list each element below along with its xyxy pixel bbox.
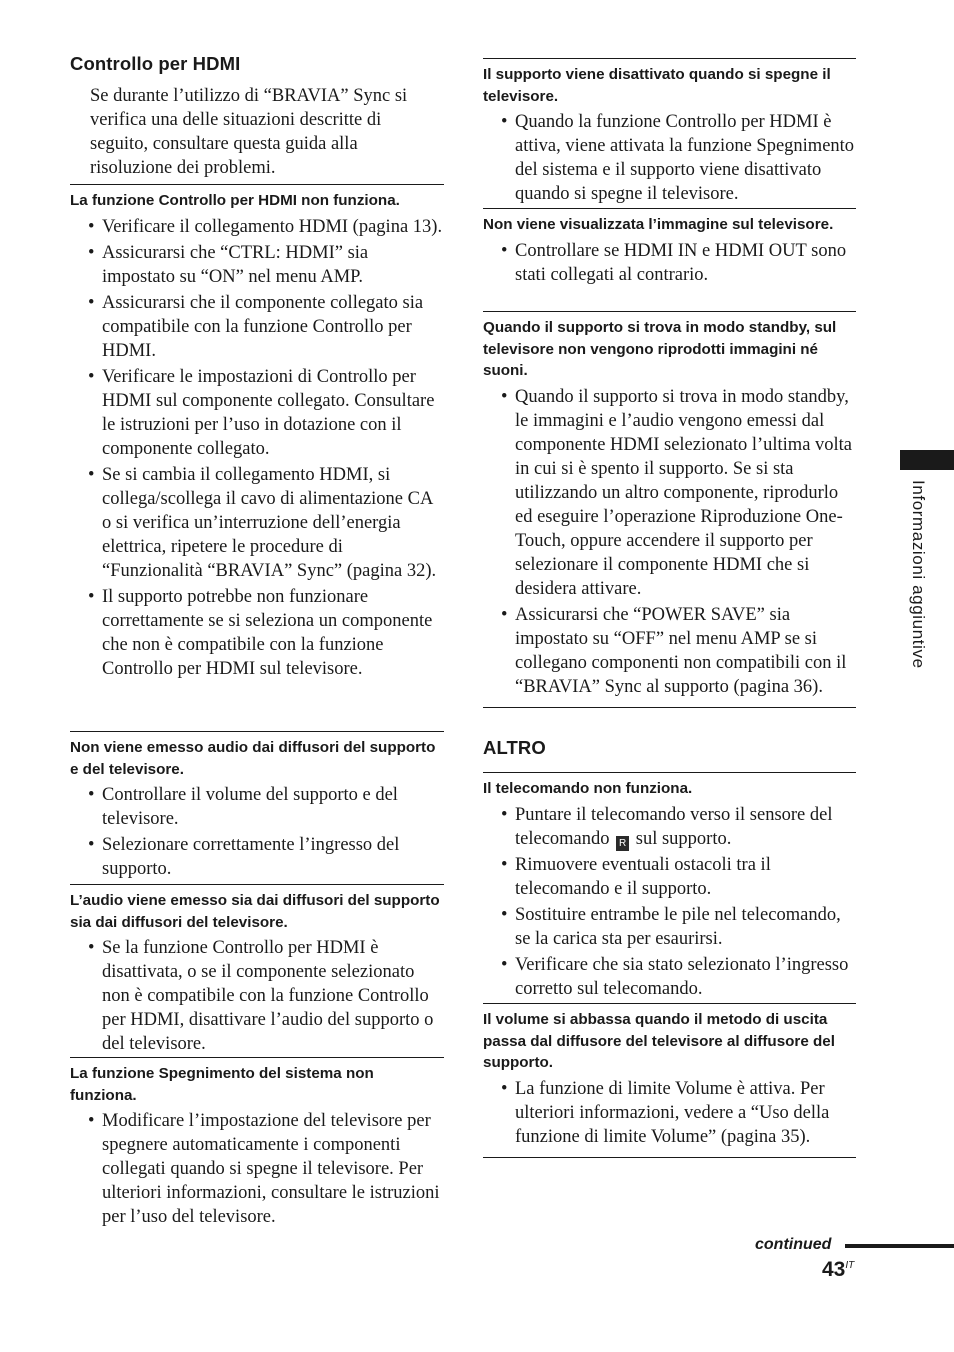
list-item: • Verificare il collegamento HDMI (pagina 13). (88, 216, 443, 237)
list-item: • La funzione di limite Volume è attiva. Per ulteriori informazioni, vedere a “Uso della funzione di limite Volume” (pagina 35). (501, 1078, 830, 1147)
problem-heading: Il supporto viene disattivato quando si spegne il televisore. (483, 66, 831, 105)
divider (483, 208, 856, 209)
chapter-tab-marker (900, 450, 954, 470)
problem-heading: Non viene emesso audio dai diffusori del supporto e del televisore. (70, 739, 436, 778)
list-item: • Sostituire entrambe le pile nel telecomando, se la carica sta per esaurirsi. (501, 904, 841, 949)
list-item: • Se la funzione Controllo per HDMI è disattivata, o se il componente selezionato non è compatibile con la funzione Controllo per HDMI, disattivare l’audio del supporto o del televisore. (88, 938, 434, 1054)
problem-heading: Il volume si abbassa quando il metodo di uscita passa dal diffusore del televisore al diffusore del supporto. (483, 1011, 835, 1071)
list-item: • Assicurarsi che “POWER SAVE” sia impostato su “OFF” nel menu AMP se si collegano componenti non compatibili con il “BRAVIA” Sync al supporto (pagina 36). (501, 604, 847, 697)
problem-heading: Quando il supporto si trova in modo standby, sul televisore non vengono riprodotti immagini né suoni. (483, 319, 837, 379)
divider (70, 1057, 444, 1058)
solution-list (483, 1077, 856, 1149)
list-item: • Assicurarsi che il componente collegato sia compatibile con la funzione Controllo per HDMI. (88, 292, 424, 361)
list-item: • Modificare l’impostazione del televisore per spegnere automaticamente i componenti collegati quando si spegne il televisore. Per ulteriori informazioni, consultare le istruzioni per l’uso del televisore. (88, 1111, 440, 1227)
intro-paragraph: Se durante l’utilizzo di “BRAVIA” Sync si verifica una delle situazioni descritte di seguito, consultare questa guida alla risoluzione dei problemi. (90, 86, 408, 178)
solution-list (483, 239, 856, 287)
problem-block (70, 184, 444, 683)
chapter-side-label: Informazioni aggiuntive (909, 480, 928, 669)
solution-list (70, 215, 444, 681)
solution-list (70, 936, 444, 1056)
divider (70, 184, 444, 185)
solution-list (70, 783, 444, 881)
problem-block (70, 884, 444, 1058)
problem-block (483, 208, 856, 289)
problem-block (483, 311, 856, 708)
solution-list (70, 1109, 444, 1229)
solution-list (483, 110, 856, 206)
problem-block (70, 731, 444, 883)
section-title-altro: ALTRO (483, 737, 546, 758)
divider (483, 58, 856, 59)
list-item: • Rimuovere eventuali ostacoli tra il telecomando e il supporto. (501, 854, 771, 899)
section-title-hdmi: Controllo per HDMI (70, 53, 241, 74)
divider (70, 731, 444, 732)
problem-block (70, 1057, 444, 1231)
page-language-suffix: IT (845, 1260, 855, 1271)
problem-heading: La funzione Controllo per HDMI non funziona. (70, 192, 400, 209)
divider (483, 772, 856, 773)
list-item: • Se si cambia il collegamento HDMI, si collega/scollega il cavo di alimentazione CA o si verifica un’interruzione dell’energia elettrica, ripetere le procedure di “Funzionalità “BRAVIA” Sync” (pagina 32). (88, 464, 437, 581)
list-item: • Quando il supporto si trova in modo standby, le immagini e l’audio vengono emessi dal componente HDMI selezionato l’ultima volta in cui si è spento il supporto. Se si sta utilizzando un altro componente, riprodurlo ed eseguire l’operazione Riproduzione One-Touch, oppure accendere il supporto per selezionare il componente HDMI che si desidera attivare. (501, 386, 853, 599)
problem-heading: Il telecomando non funziona. (483, 780, 693, 797)
list-item: • Verificare che sia stato selezionato l’ingresso corretto sul telecomando. (501, 954, 849, 999)
continued-label: continued (755, 1236, 832, 1253)
list-item: • Selezionare correttamente l’ingresso del supporto. (88, 835, 400, 879)
divider (483, 1157, 856, 1158)
list-item: • Puntare il telecomando verso il sensore del telecomando R sul supporto. (501, 804, 833, 849)
divider (483, 1003, 856, 1004)
problem-block (483, 58, 856, 208)
divider (483, 707, 856, 708)
list-item: • Verificare le impostazioni di Controllo per HDMI sul componente collegato. Consultare le istruzioni per l’uso in dotazione con il componente collegato. (88, 366, 435, 459)
remote-sensor-icon: R (616, 836, 629, 851)
list-item: • Assicurarsi che “CTRL: HDMI” sia impostato su “ON” nel menu AMP. (88, 242, 369, 287)
list-item: • Il supporto potrebbe non funzionare correttamente se si seleziona un componente che non è compatibile con la funzione Controllo per HDMI sul televisore. (88, 586, 433, 679)
problem-heading: Non viene visualizzata l’immagine sul televisore. (483, 216, 834, 233)
solution-list (483, 385, 856, 699)
list-item: • Quando la funzione Controllo per HDMI è attiva, viene attivata la funzione Spegnimento del sistema e il supporto viene disattivato quando si spegne il televisore. (501, 112, 855, 204)
problem-heading: La funzione Spegnimento del sistema non funziona. (70, 1065, 374, 1104)
solution-list (483, 803, 856, 1001)
continued-bar (845, 1244, 954, 1248)
list-item: • Controllare se HDMI IN e HDMI OUT sono stati collegati al contrario. (501, 240, 847, 285)
problem-heading: L’audio viene emesso sia dai diffusori del supporto sia dai diffusori del televisore. (70, 892, 440, 931)
divider (483, 311, 856, 312)
page-number: $43^{IT}$ (822, 1258, 855, 1281)
list-item: • Controllare il volume del supporto e del televisore. (88, 785, 398, 829)
problem-block (483, 1003, 856, 1158)
problem-block (483, 772, 856, 1003)
divider (70, 884, 444, 885)
